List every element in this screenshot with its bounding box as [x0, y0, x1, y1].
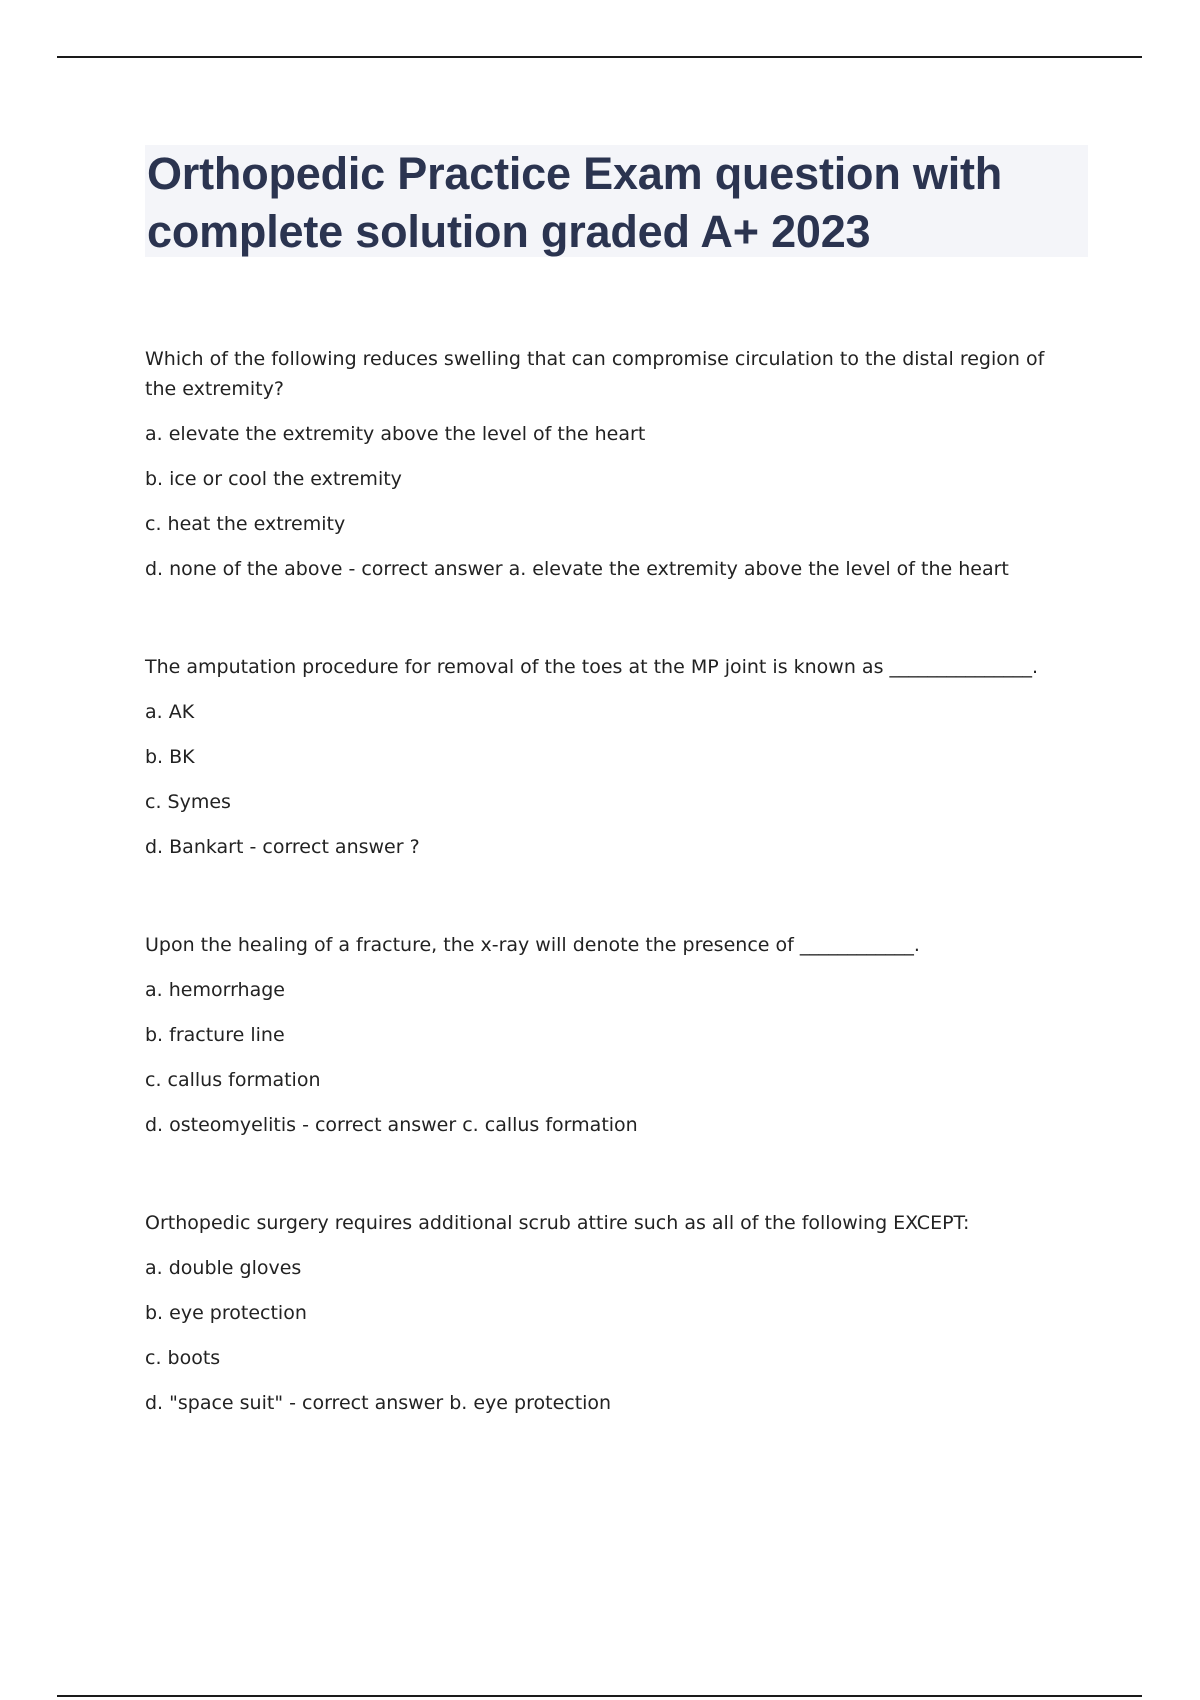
- option-b: b. eye protection: [145, 1302, 307, 1324]
- question-text: The amputation procedure for removal of the toes at the MP joint is known as _______________.: [145, 656, 1039, 678]
- question-text: Which of the following reduces swelling that can compromise circulation to the distal region of the extremity?: [145, 348, 1045, 400]
- option-b: b. ice or cool the extremity: [145, 468, 402, 490]
- question-4: [145, 1208, 1075, 1418]
- option-a: a. double gloves: [145, 1257, 302, 1279]
- option-d-with-answer: d. osteomyelitis - correct answer c. callus formation: [145, 1114, 638, 1136]
- option-c: c. Symes: [145, 791, 231, 813]
- question-1: [145, 344, 1075, 584]
- option-a: a. hemorrhage: [145, 979, 285, 1001]
- question-2: [145, 652, 1075, 862]
- question-text: Upon the healing of a fracture, the x-ray will denote the presence of ____________.: [145, 934, 920, 956]
- option-b: b. fracture line: [145, 1024, 285, 1046]
- option-c: c. callus formation: [145, 1069, 321, 1091]
- option-b: b. BK: [145, 746, 195, 768]
- option-a: a. elevate the extremity above the level of the heart: [145, 423, 646, 445]
- option-d-with-answer: d. "space suit" - correct answer b. eye protection: [145, 1392, 612, 1414]
- option-c: c. boots: [145, 1347, 221, 1369]
- option-d-with-answer: d. Bankart - correct answer ?: [145, 836, 420, 858]
- option-d-with-answer: d. none of the above - correct answer a. elevate the extremity above the level of the heart: [145, 558, 1009, 580]
- title-block: [145, 145, 1088, 257]
- question-text: Orthopedic surgery requires additional scrub attire such as all of the following EXCEPT:: [145, 1212, 970, 1234]
- option-a: a. AK: [145, 701, 195, 723]
- question-3: [145, 930, 1075, 1140]
- top-divider: [57, 56, 1142, 58]
- option-c: c. heat the extremity: [145, 513, 346, 535]
- document-title: Orthopedic Practice Exam question with complete solution graded A+ 2023: [147, 148, 1003, 257]
- bottom-divider: [57, 1695, 1142, 1697]
- question-list: [145, 344, 1075, 1486]
